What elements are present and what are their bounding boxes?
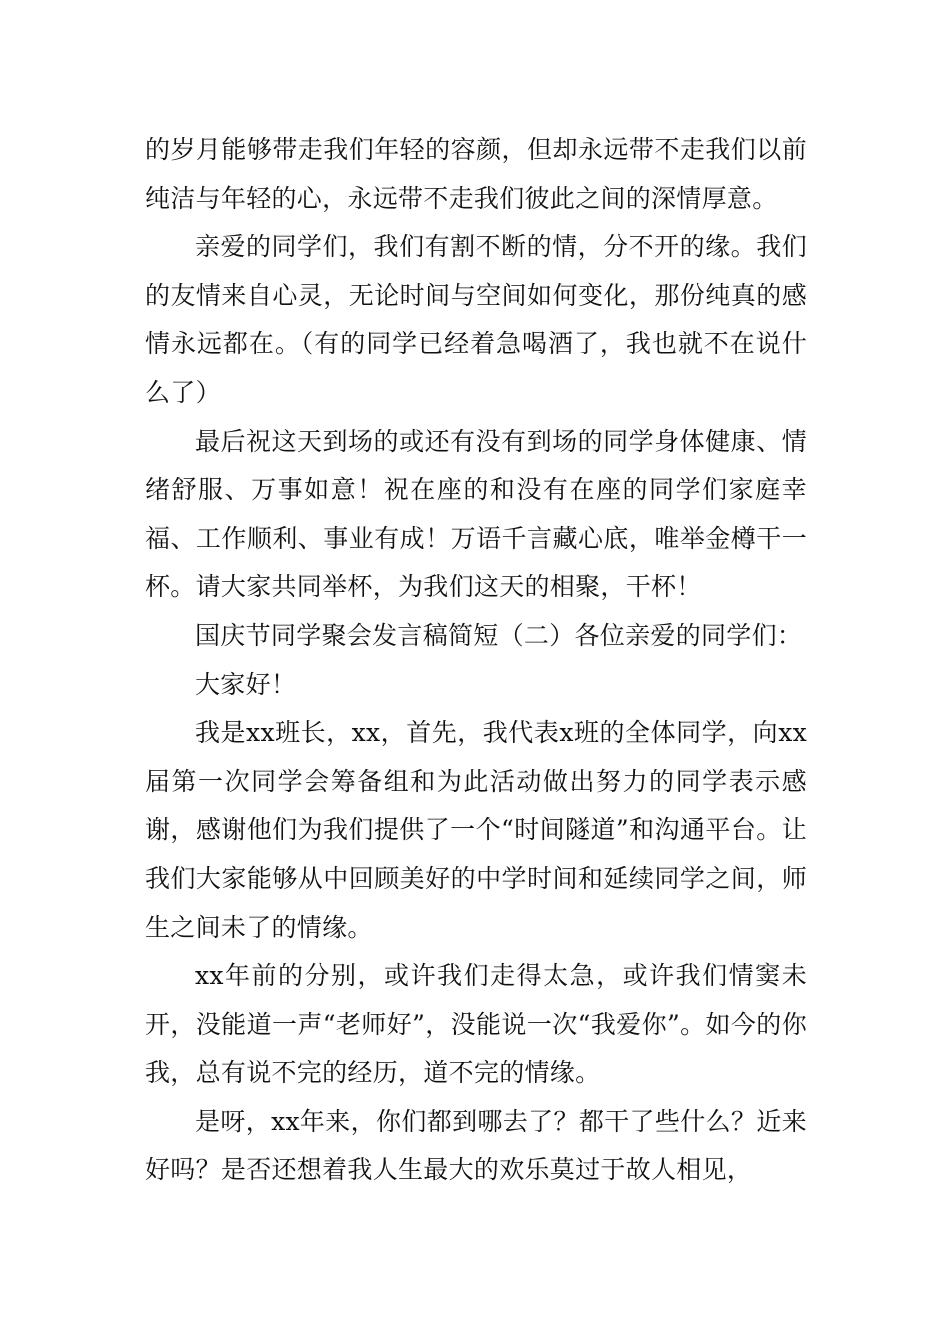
document-body [145,126,807,1195]
paragraph-8: 是呀，xx年来，你们都到哪去了？都干了些什么？近来好吗？是否还想着我人生最大的欢乐莫过于故人相见， [145,1106,807,1185]
paragraph-2: 亲爱的同学们，我们有割不断的情，分不开的缘。我们的友情来自心灵，无论时间与空间如何变化，那份纯真的感情永远都在。（有的同学已经着急喝酒了，我也就不在说什么了） [145,232,807,407]
paragraph-6: 我是xx班长，xx，首先，我代表x班的全体同学，向xx届第一次同学会筹备组和为此活动做出努力的同学表示感谢，感谢他们为我们提供了一个“时间隧道”和沟通平台。让我们大家能够从中回顾美好的中学时间和延续同学之间，师生之间未了的情缘。 [145,718,807,942]
section-heading: 国庆节同学聚会发言稿简短（二）各位亲爱的同学们： [195,620,803,650]
greeting: 大家好！ [195,669,297,699]
paragraph-3: 最后祝这天到场的或还有没有到场的同学身体健康、情绪舒服、万事如意！祝在座的和没有在座的同学们家庭幸福、工作顺利、事业有成！万语千言藏心底，唯举金樽干一杯。请大家共同举杯，为我们这天的相聚，干杯！ [145,426,807,602]
paragraph-1: 的岁月能够带走我们年轻的容颜，但却永远带不走我们以前纯洁与年轻的心，永远带不走我们彼此之间的深情厚意。 [145,135,807,213]
paragraph-7: xx年前的分别，或许我们走得太急，或许我们情窦未开，没能道一声“老师好”，没能说一次“我爱你”。如今的你我，总有说不完的经历，道不完的情缘。 [145,961,807,1088]
